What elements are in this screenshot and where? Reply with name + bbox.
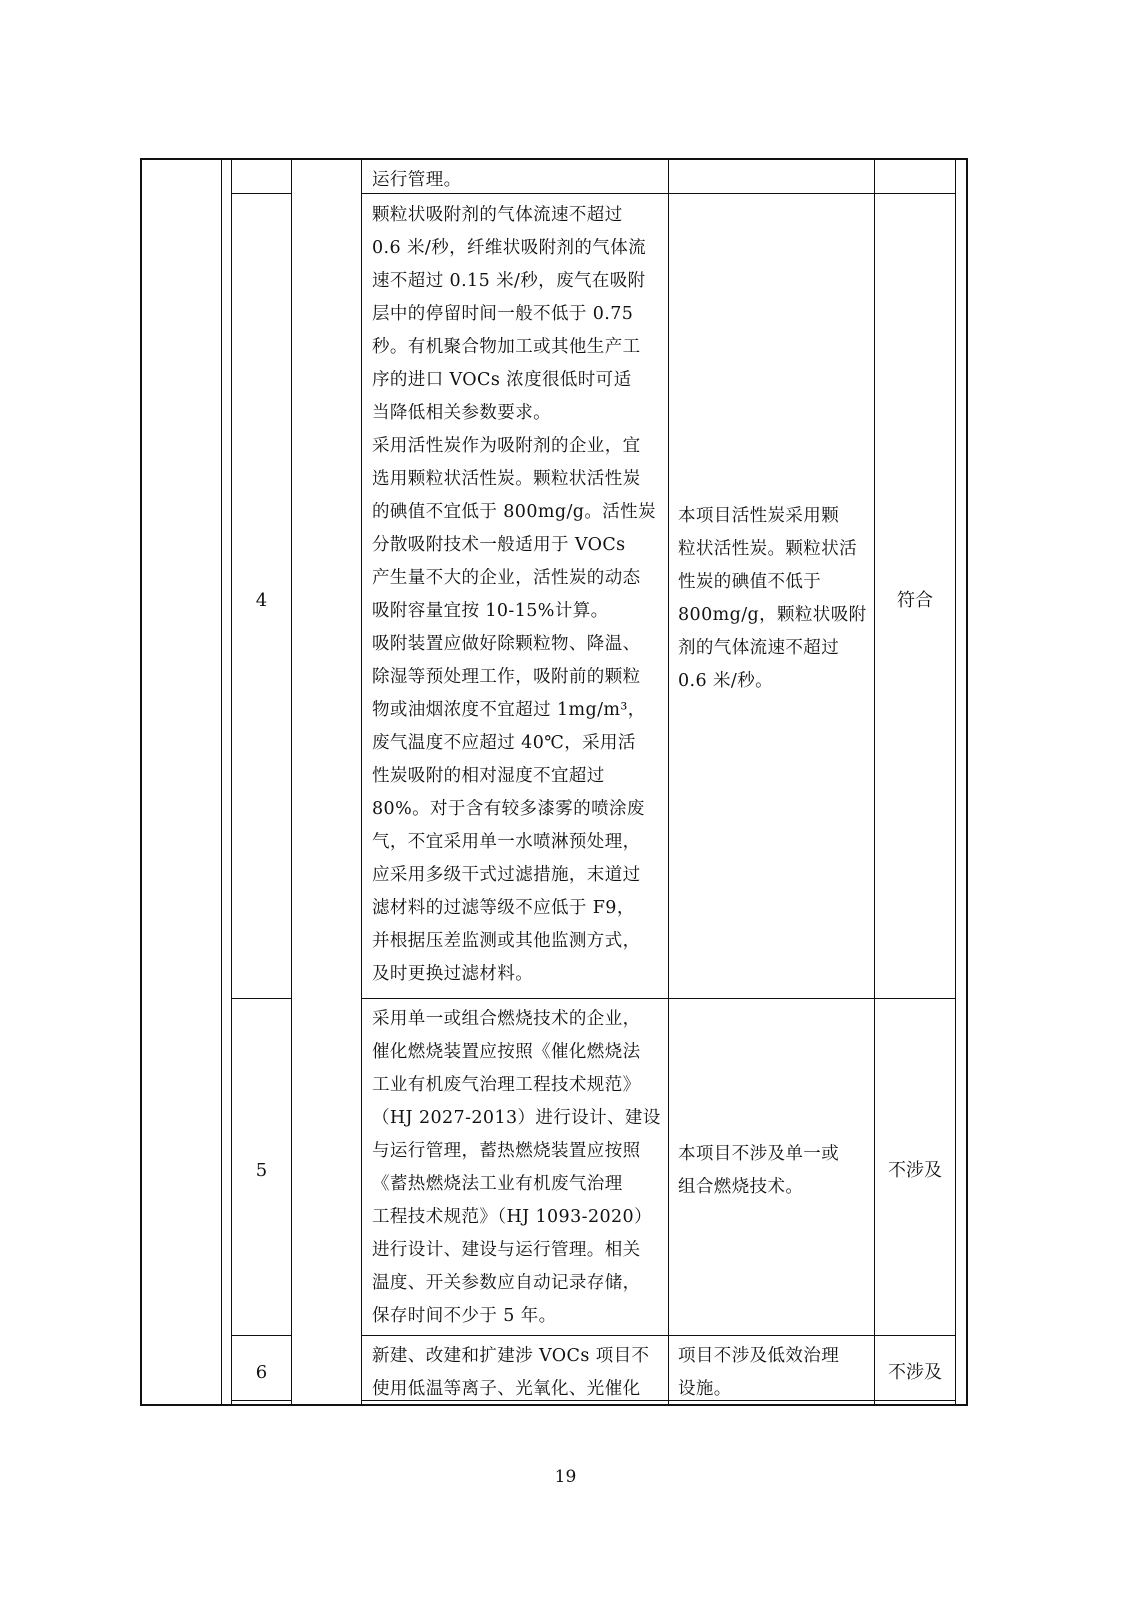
requirement-text — [372, 199, 662, 991]
text-line: 工程技术规范》（HJ 1093-2020） — [372, 1207, 652, 1227]
project-status-text — [678, 1138, 868, 1204]
text-line: 序的进口 VOCs 浓度很低时可适 — [372, 370, 632, 390]
text-line: 气，不宜采用单一水喷淋预处理， — [372, 832, 641, 852]
text-line: 进行设计、建设与运行管理。相关 — [372, 1240, 641, 1260]
requirement-text — [372, 1003, 662, 1333]
text-line: 及时更换过滤材料。 — [372, 964, 534, 984]
text-line: 本项目活性炭采用颗 — [678, 506, 840, 526]
text-line: 800mg/g，颗粒状吸附 — [678, 605, 867, 625]
text-line: 剂的气体流速不超过 — [678, 638, 840, 658]
column-divider — [874, 158, 875, 1406]
conclusion-text: 符合 — [897, 590, 933, 611]
text-line: 颗粒状吸附剂的气体流速不超过 — [372, 205, 623, 225]
text-line: 组合燃烧技术。 — [678, 1177, 804, 1197]
text-line: 80%。对于含有较多漆雾的喷涂废 — [372, 799, 645, 819]
text-line: 《蓄热燃烧法工业有机废气治理 — [372, 1174, 623, 1194]
text-line: 催化燃烧装置应按照《催化燃烧法 — [372, 1042, 641, 1062]
text-line: 秒。有机聚合物加工或其他生产工 — [372, 337, 641, 357]
text-line: 本项目不涉及单一或 — [678, 1144, 840, 1164]
text-line: 新建、改建和扩建涉 VOCs 项目不 — [372, 1346, 650, 1366]
text-line: 并根据压差监测或其他监测方式， — [372, 931, 641, 951]
text-line: 设施。 — [678, 1379, 732, 1399]
row-number: 6 — [255, 1362, 268, 1383]
row-divider — [361, 1335, 956, 1336]
table-top-border — [140, 158, 968, 160]
text-line: 分散吸附技术一般适用于 VOCs — [372, 535, 626, 555]
text-line: 应采用多级干式过滤措施，末道过 — [372, 865, 641, 885]
text-line: 物或油烟浓度不宜超过 1mg/m³， — [372, 700, 646, 720]
page-number: 19 — [554, 1467, 577, 1487]
row-divider — [231, 1400, 291, 1401]
text-line: 选用颗粒状活性炭。颗粒状活性炭 — [372, 469, 641, 489]
text-line: 废气温度不应超过 40℃，采用活 — [372, 733, 636, 753]
text-line: （HJ 2027-2013）进行设计、建设 — [372, 1108, 661, 1128]
text-line: 速不超过 0.15 米/秒，废气在吸附 — [372, 271, 646, 291]
column-divider — [361, 158, 362, 1406]
requirement-text — [372, 1340, 662, 1406]
text-line: 层中的停留时间一般不低于 0.75 — [372, 304, 634, 324]
row-divider — [231, 998, 291, 999]
column-divider — [291, 158, 292, 1406]
text-line: 吸附容量宜按 10-15%计算。 — [372, 601, 609, 621]
text-line: 工业有机废气治理工程技术规范》 — [372, 1075, 641, 1095]
text-line: 产生量不大的企业，活性炭的动态 — [372, 568, 641, 588]
text-line: 除湿等预处理工作，吸附前的颗粒 — [372, 667, 641, 687]
conclusion-text: 不涉及 — [888, 1362, 942, 1383]
text-line: 采用活性炭作为吸附剂的企业，宜 — [372, 436, 641, 456]
table-right-border — [966, 158, 968, 1406]
text-line: 吸附装置应做好除颗粒物、降温、 — [372, 634, 641, 654]
text-line: 项目不涉及低效治理 — [678, 1346, 840, 1366]
text-line: 的碘值不宜低于 800mg/g。活性炭 — [372, 502, 656, 522]
text-line: 当降低相关参数要求。 — [372, 403, 551, 423]
text-line: 运行管理。 — [372, 170, 462, 190]
conclusion-text: 不涉及 — [888, 1160, 942, 1181]
column-divider — [668, 158, 669, 1406]
row-divider — [231, 1335, 291, 1336]
row-divider — [231, 193, 291, 194]
text-line: 粒状活性炭。颗粒状活 — [678, 539, 857, 559]
text-line: 采用单一或组合燃烧技术的企业， — [372, 1009, 641, 1029]
requirement-text — [372, 164, 662, 197]
row-number: 4 — [255, 590, 268, 611]
text-line: 性炭的碘值不低于 — [678, 572, 822, 592]
text-line: 保存时间不少于 5 年。 — [372, 1306, 557, 1326]
text-line: 使用低温等离子、光氧化、光催化 — [372, 1379, 641, 1399]
table-left-border — [140, 158, 142, 1406]
column-divider — [955, 158, 956, 1406]
column-divider — [231, 158, 232, 1406]
column-divider — [221, 158, 222, 1406]
project-status-text — [678, 1340, 868, 1406]
text-line: 0.6 米/秒，纤维状吸附剂的气体流 — [372, 238, 646, 258]
text-line: 滤材料的过滤等级不应低于 F9， — [372, 898, 635, 918]
text-line: 0.6 米/秒。 — [678, 671, 773, 691]
text-line: 性炭吸附的相对湿度不宜超过 — [372, 766, 605, 786]
row-number: 5 — [255, 1160, 268, 1181]
project-status-text — [678, 500, 868, 698]
text-line: 温度、开关参数应自动记录存储， — [372, 1273, 641, 1293]
row-divider — [361, 998, 956, 999]
text-line: 与运行管理，蓄热燃烧装置应按照 — [372, 1141, 641, 1161]
